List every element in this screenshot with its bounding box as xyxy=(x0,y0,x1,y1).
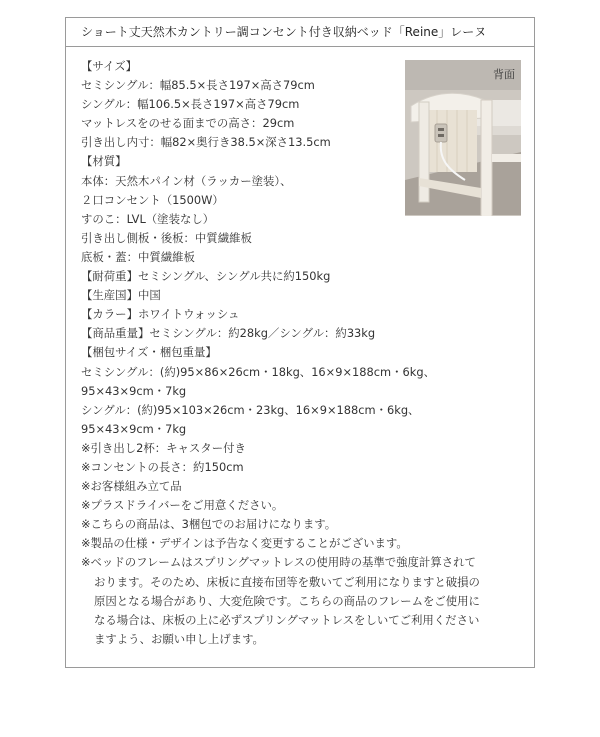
spec-line: すのこ：LVL（塗装なし） xyxy=(81,211,215,226)
spec-line: 原因となる場合があり、大変危険です。こちらの商品のフレームをご使用に xyxy=(94,593,480,608)
product-spec-sheet xyxy=(65,17,535,668)
spec-line: ※お客様組み立て品 xyxy=(81,479,182,494)
spec-line: セミシングル：幅85.5×長さ197×高さ79cm xyxy=(81,78,315,93)
spec-line: なる場合は、床板の上に必ずスプリングマットレスをしいてご利用ください xyxy=(94,612,480,627)
spec-line: 【商品重量】セミシングル：約28kg／シングル：約33kg xyxy=(81,326,376,341)
spec-line: 底板・蓋：中質繊維板 xyxy=(81,249,195,264)
spec-line: ２口コンセント（1500W） xyxy=(81,192,224,207)
spec-line: 95×43×9cm・7kg xyxy=(81,383,187,398)
spec-line: ※ベッドのフレームはスプリングマットレスの使用時の基準で強度計算されて xyxy=(81,555,476,570)
product-title: ショート丈天然木カントリー調コンセント付き収納ベッド「Reine」レーヌ xyxy=(66,18,534,47)
spec-line: ※こちらの商品は、3梱包でのお届けになります。 xyxy=(81,517,337,532)
spec-line: シングル：(約)95×103×26cm・23kg、16×9×188cm・6kg、 xyxy=(81,402,420,417)
spec-line: 引き出し内寸：幅82×奥行き38.5×深さ13.5cm xyxy=(81,135,331,150)
spec-line: シングル：幅106.5×長さ197×高さ79cm xyxy=(81,97,300,112)
spec-line: おります。そのため、床板に直接布団等を敷いてご利用になりますと破損の xyxy=(94,574,480,589)
spec-line: 【材質】 xyxy=(81,154,127,169)
spec-line: 引き出し側板・後板：中質繊維板 xyxy=(81,230,252,245)
spec-line: マットレスをのせる面までの高さ：29cm xyxy=(81,116,295,131)
spec-line: ※コンセントの長さ：約150cm xyxy=(81,459,244,474)
spec-line: 95×43×9cm・7kg xyxy=(81,421,187,436)
spec-line: ますよう、お願い申し上げます。 xyxy=(94,631,264,646)
spec-line: 【耐荷重】セミシングル、シングル共に約150kg xyxy=(81,269,331,284)
spec-line: セミシングル：(約)95×86×26cm・18kg、16×9×188cm・6kg、 xyxy=(81,364,435,379)
spec-line: 本体：天然木パイン材（ラッカー塗装）、 xyxy=(81,173,292,188)
spec-line: ※プラスドライバーをご用意ください。 xyxy=(81,498,284,513)
spec-line: ※製品の仕様・デザインは予告なく変更することがございます。 xyxy=(81,536,408,551)
spec-line: 【カラー】ホワイトウォッシュ xyxy=(81,307,240,322)
spec-line: 【梱包サイズ・梱包重量】 xyxy=(81,345,217,360)
spec-line: 【サイズ】 xyxy=(81,59,138,73)
spec-line: 【生産国】中国 xyxy=(81,288,161,303)
bed-back-photo xyxy=(405,60,521,216)
photo-label-back: 背面 xyxy=(493,68,515,81)
spec-line: ※引き出し2杯：キャスター付き xyxy=(81,440,246,455)
bed-back-illustration xyxy=(405,60,521,216)
